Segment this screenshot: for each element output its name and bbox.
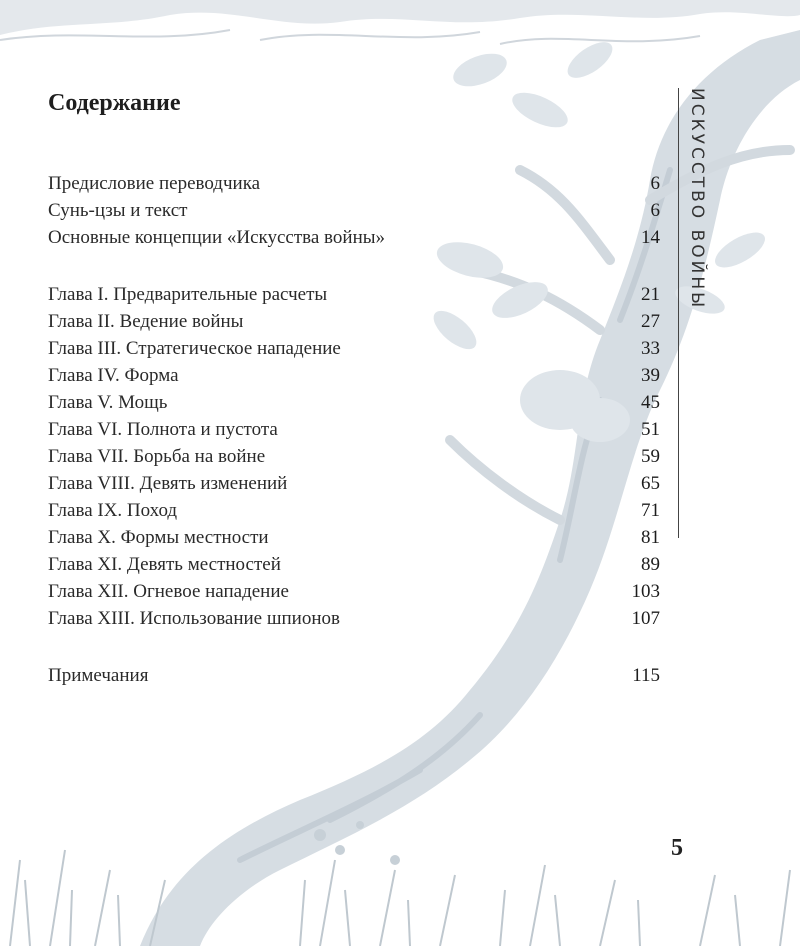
toc-chapter-page: 51 [641,419,660,440]
toc-chapter-page: 107 [631,608,660,629]
toc-entry[interactable] [48,200,660,227]
toc-chapter[interactable] [48,365,660,392]
toc-entry-page: 6 [650,200,660,221]
toc-chapter[interactable] [48,608,660,635]
toc-chapter-label: Глава XIII. Использование шпионов [48,608,340,629]
toc-chapter[interactable] [48,500,660,527]
toc-entry[interactable] [48,227,660,254]
toc-entry[interactable] [48,173,660,200]
page-number: 5 [671,835,683,861]
toc-chapter[interactable] [48,338,660,365]
toc-chapter-page: 33 [641,338,660,359]
toc-chapter[interactable] [48,419,660,446]
toc-chapter[interactable] [48,581,660,608]
toc-chapter-label: Глава VI. Полнота и пустота [48,419,278,440]
toc-chapter-page: 39 [641,365,660,386]
toc-chapter[interactable] [48,392,660,419]
mountains-top [0,0,800,35]
toc-chapter-label: Глава VIII. Девять изменений [48,473,288,494]
page-title: Содержание [48,90,181,116]
toc-chapter-label: Глава V. Мощь [48,392,168,413]
mountain-ridge-lines [0,30,700,44]
toc-chapter-page: 81 [641,527,660,548]
toc-chapter-label: Глава II. Ведение войны [48,311,244,332]
toc-chapter-page: 89 [641,554,660,575]
toc-chapter-page: 65 [641,473,660,494]
toc-entry-page: 115 [632,665,660,686]
toc-chapter[interactable] [48,446,660,473]
running-head-text: ИСКУССТВО ВОЙНЫ [687,88,707,311]
toc-chapter-label: Глава X. Формы местности [48,527,269,548]
toc-chapter-label: Глава IV. Форма [48,365,179,386]
toc-chapter-label: Глава VII. Борьба на войне [48,446,266,467]
toc-chapter-label: Глава XI. Девять местностей [48,554,281,575]
toc-chapter-page: 21 [641,284,660,305]
toc-chapter-page: 59 [641,446,660,467]
toc-chapter-page: 71 [641,500,660,521]
grass [10,850,790,946]
running-head-rule [678,88,679,538]
toc-entry-page: 14 [641,227,660,248]
toc-chapter[interactable] [48,311,660,338]
toc-entry-label: Предисловие переводчика [48,173,261,194]
toc-entry-label: Основные концепции «Искусства войны» [48,227,385,248]
toc-entry-label: Сунь-цзы и текст [48,200,188,221]
toc-chapter[interactable] [48,527,660,554]
running-head [677,88,707,538]
toc-chapter-label: Глава IX. Поход [48,500,178,521]
toc-chapter-label: Глава III. Стратегическое нападение [48,338,341,359]
toc-entry[interactable] [48,665,660,692]
toc-entry-label: Примечания [48,665,149,686]
toc-chapter[interactable] [48,284,660,311]
toc-chapter-page: 27 [641,311,660,332]
toc-chapter-label: Глава I. Предварительные расчеты [48,284,328,305]
toc-chapter-label: Глава XII. Огневое нападение [48,581,289,602]
toc-chapter[interactable] [48,554,660,581]
toc-chapter[interactable] [48,473,660,500]
toc-entry-page: 6 [650,173,660,194]
toc-chapter-page: 45 [641,392,660,413]
toc-chapter-page: 103 [631,581,660,602]
